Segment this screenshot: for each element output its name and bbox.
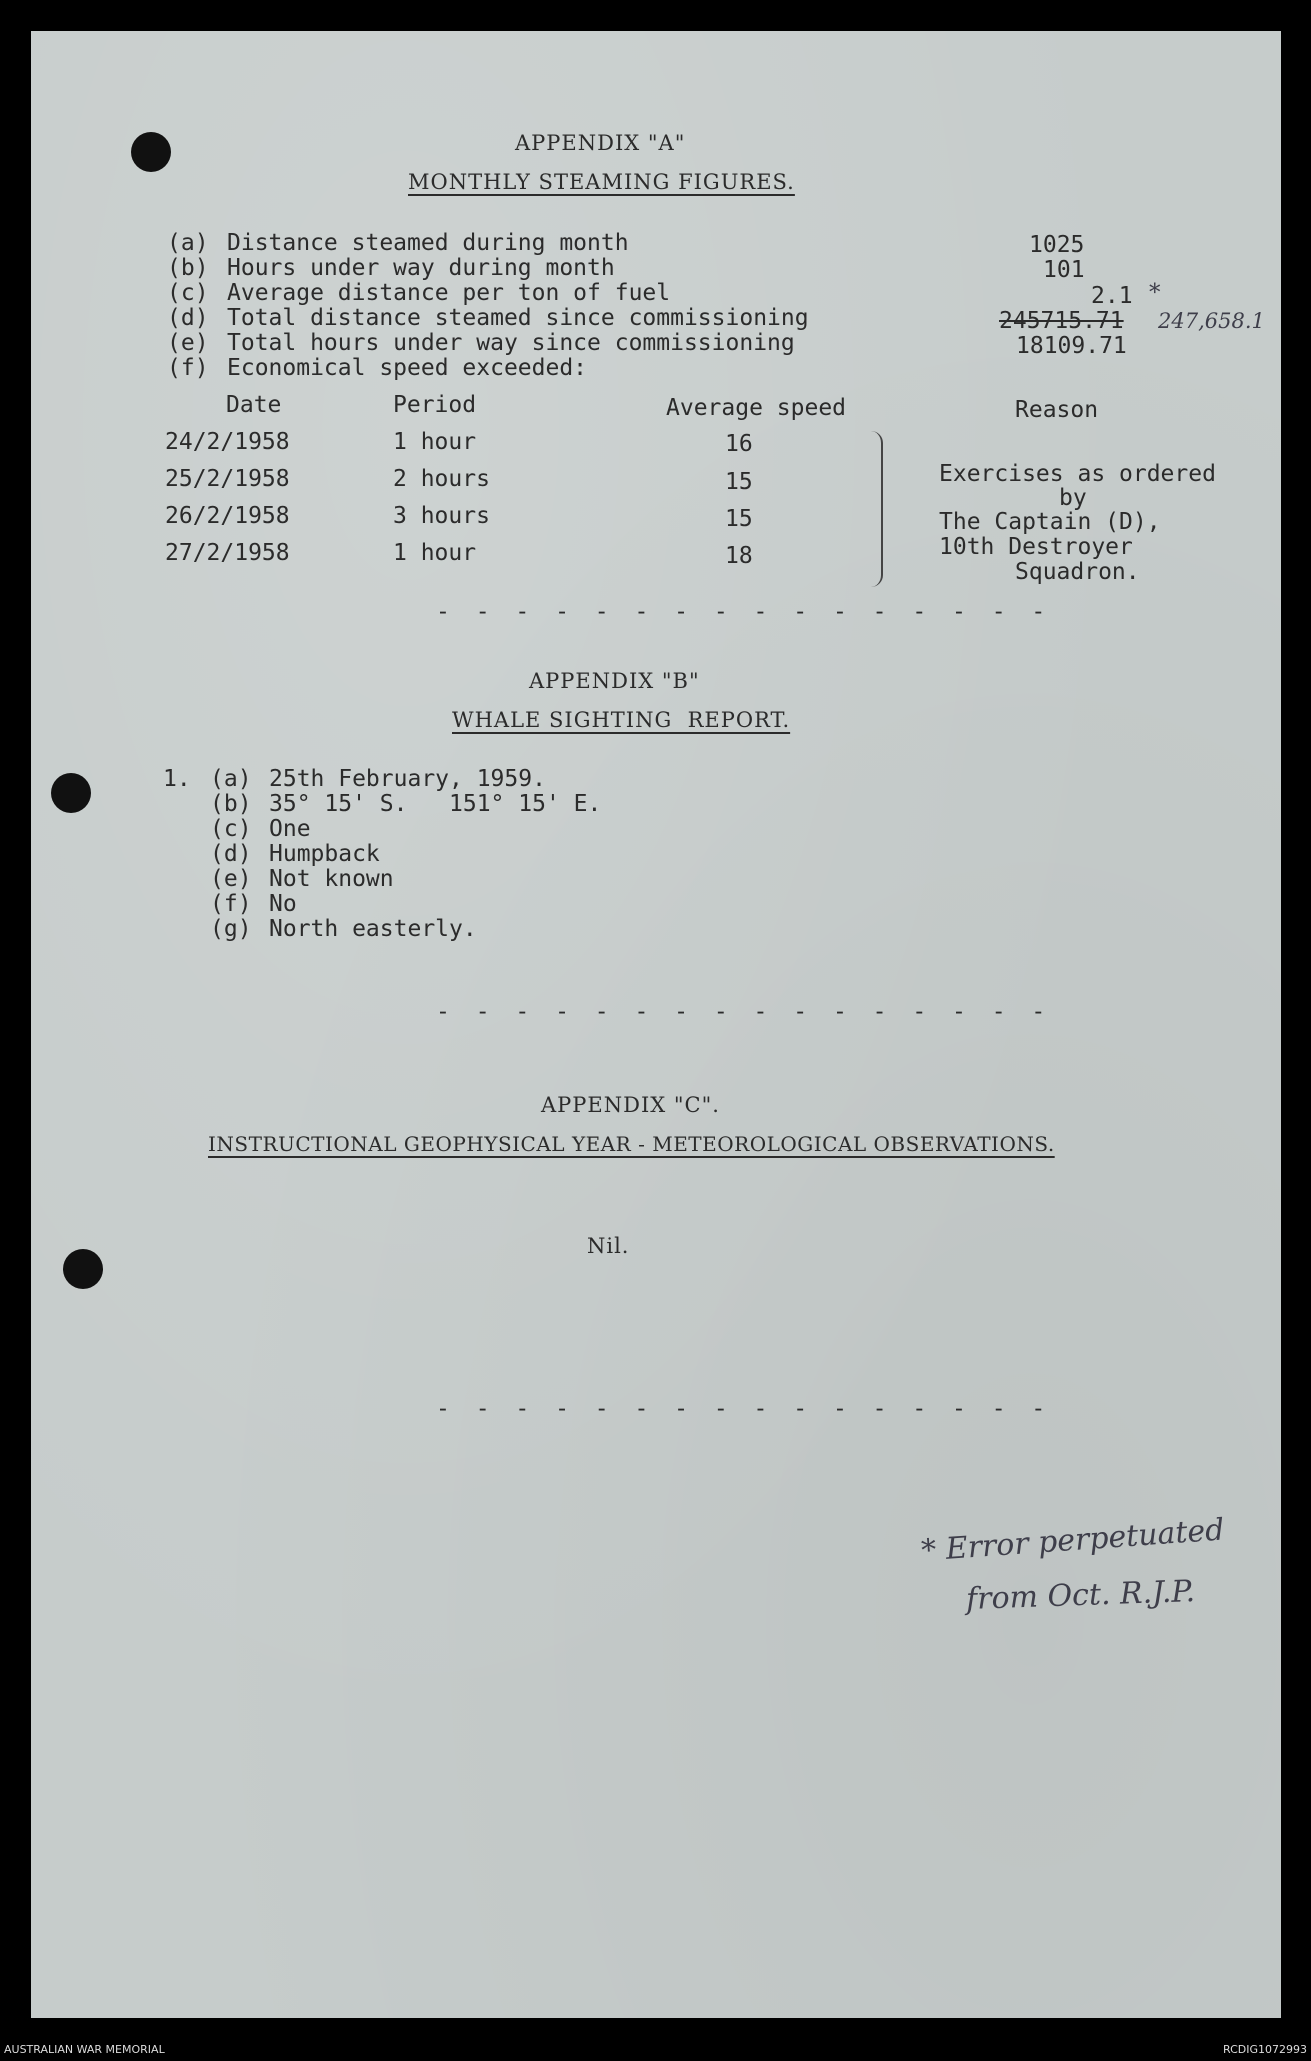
item-value: 101 bbox=[1043, 257, 1085, 283]
table-row-period: 1 hour bbox=[393, 540, 477, 566]
asterisk-mark: * bbox=[1149, 280, 1161, 306]
punch-hole-top bbox=[131, 132, 171, 172]
item-text: Hours under way during month bbox=[227, 255, 615, 281]
separator-line: - - - - - - - - - - - - - - - - bbox=[436, 1396, 1052, 1422]
item-text: No bbox=[269, 891, 297, 917]
table-row-period: 3 hours bbox=[393, 503, 490, 529]
item-letter: (c) bbox=[167, 280, 209, 306]
table-row-date: 27/2/1958 bbox=[165, 540, 290, 566]
item-letter: (a) bbox=[167, 230, 209, 256]
reason-line: 10th Destroyer bbox=[939, 534, 1133, 560]
table-row-period: 1 hour bbox=[393, 429, 477, 455]
separator-line: - - - - - - - - - - - - - - - - bbox=[436, 599, 1052, 625]
item-text: Not known bbox=[269, 866, 394, 892]
punch-hole-middle bbox=[51, 773, 91, 813]
appendix-c-body: Nil. bbox=[587, 1234, 630, 1258]
item-letter: (f) bbox=[210, 891, 252, 917]
item-text: 35° 15' S. 151° 15' E. bbox=[269, 791, 602, 817]
footer-left: AUSTRALIAN WAR MEMORIAL bbox=[4, 2043, 165, 2056]
handwritten-note-line1: * Error perpetuated bbox=[920, 1512, 1226, 1569]
item-letter: (c) bbox=[210, 816, 252, 842]
item-letter: (e) bbox=[210, 866, 252, 892]
item-text: Average distance per ton of fuel bbox=[227, 280, 671, 306]
table-row-date: 24/2/1958 bbox=[165, 429, 290, 455]
item-text: One bbox=[269, 816, 311, 842]
item-letter: (a) bbox=[210, 766, 252, 792]
appendix-a-title: APPENDIX "A" bbox=[515, 131, 686, 155]
item-letter: (e) bbox=[167, 330, 209, 356]
table-header-reason: Reason bbox=[1015, 397, 1099, 423]
item-text: Distance steamed during month bbox=[227, 230, 629, 256]
table-header-date: Date bbox=[226, 392, 282, 418]
item-letter: (b) bbox=[167, 255, 209, 281]
item-text: North easterly. bbox=[269, 916, 477, 942]
appendix-a-subtitle: MONTHLY STEAMING FIGURES. bbox=[408, 170, 795, 194]
table-row-speed: 15 bbox=[725, 506, 753, 532]
item-value: 1025 bbox=[1029, 232, 1085, 258]
separator-line: - - - - - - - - - - - - - - - - bbox=[436, 999, 1052, 1025]
handwritten-note-line2: from Oct. R.J.P. bbox=[965, 1574, 1196, 1617]
footer-right: RCDIG1072993 bbox=[1222, 2043, 1307, 2056]
table-row-speed: 18 bbox=[725, 543, 753, 569]
item-letter: (g) bbox=[210, 916, 252, 942]
item-letter: (f) bbox=[167, 355, 209, 381]
appendix-c-subtitle: INSTRUCTIONAL GEOPHYSICAL YEAR - METEOROLOGICAL OBSERVATIONS. bbox=[208, 1132, 1055, 1156]
item-text: 25th February, 1959. bbox=[269, 766, 546, 792]
appendix-b-subtitle: WHALE SIGHTING REPORT. bbox=[452, 708, 791, 732]
item-value: 2.1 bbox=[1091, 283, 1133, 309]
reason-line: Exercises as ordered bbox=[939, 461, 1216, 487]
reason-line: by bbox=[1059, 485, 1087, 511]
reason-line: The Captain (D), bbox=[939, 509, 1161, 535]
brace bbox=[871, 431, 883, 587]
item-letter: (d) bbox=[210, 841, 252, 867]
item-text: Humpback bbox=[269, 841, 380, 867]
item-text: Total hours under way since commissioning bbox=[227, 330, 795, 356]
item-value: 18109.71 bbox=[1016, 333, 1127, 359]
table-row-speed: 15 bbox=[725, 469, 753, 495]
table-header-period: Period bbox=[393, 392, 477, 418]
table-row-date: 25/2/1958 bbox=[165, 466, 290, 492]
table-row-period: 2 hours bbox=[393, 466, 490, 492]
appendix-b-title: APPENDIX "B" bbox=[529, 669, 700, 693]
table-row-date: 26/2/1958 bbox=[165, 503, 290, 529]
item-text: Economical speed exceeded: bbox=[227, 355, 588, 381]
item-text: Total distance steamed since commissioning bbox=[227, 305, 809, 331]
item-letter: (b) bbox=[210, 791, 252, 817]
struck-total-distance: 245715.71 bbox=[999, 308, 1124, 334]
item-number: 1. bbox=[163, 766, 191, 792]
reason-line: Squadron. bbox=[1015, 559, 1140, 585]
punch-hole-bottom bbox=[63, 1249, 103, 1289]
item-letter: (d) bbox=[167, 305, 209, 331]
document-page bbox=[31, 31, 1281, 2018]
appendix-c-title: APPENDIX "C". bbox=[541, 1093, 720, 1117]
handwritten-corrected-total: 247,658.1 bbox=[1158, 309, 1265, 333]
table-row-speed: 16 bbox=[725, 431, 753, 457]
table-header-speed: Average speed bbox=[666, 395, 847, 421]
